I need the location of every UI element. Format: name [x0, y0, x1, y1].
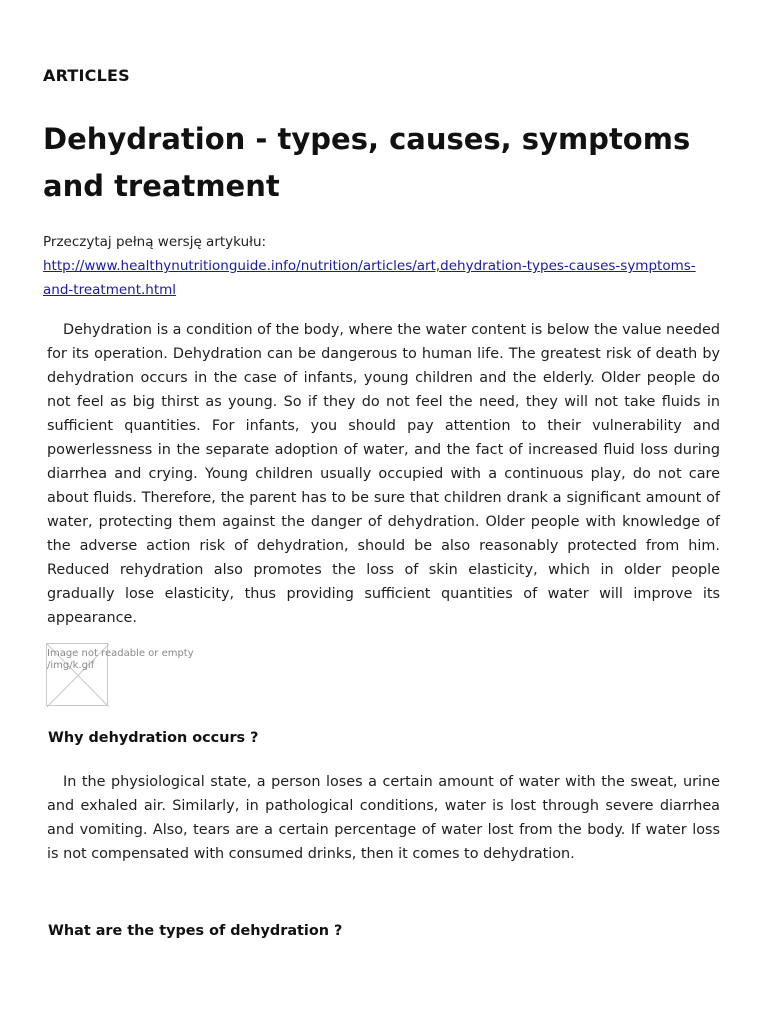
intro-paragraph: Dehydration is a condition of the body, where the water content is below the value needed for its operation. Dehydration can be dangerous to human life. The greatest risk of death by dehydration occurs in the case of infants, young children and the elderly. Older people do not feel as big thirst as young. So if they do not feel the need, they will not take fluids in sufficient quantities. For infants, you should pay attention to their vulnerability and powerlessness in the separate adoption of water, and the fact of increased fluid loss during diarrhea and crying. Young children usually occupied with a continuous play, do not care about fluids. Therefore, the parent has to be sure that children drank a significant amount of water, protecting them against the danger of dehydration. Older people with knowledge of the adverse action risk of dehydration, should be also reasonably protected from him. Reduced rehydration also promotes the loss of skin elasticity, which in older people gradually lose elasticity, thus providing sufficient quantities of water will improve its appearance. — [47, 322, 720, 626]
heading-why-dehydration: Why dehydration occurs ? — [48, 730, 259, 746]
image-error-path: /img/k.gif — [47, 660, 95, 671]
broken-image-placeholder — [46, 643, 194, 706]
heading-types-of-dehydration: What are the types of dehydration ? — [48, 923, 343, 939]
image-error-text — [47, 648, 194, 672]
page-title: Dehydration - types, causes, symptoms and treatment — [43, 122, 691, 203]
source-link[interactable]: http://www.healthynutritionguide.info/nutrition/articles/art,dehydration-types-causes-symptoms-and-treatment.html — [43, 258, 696, 298]
causes-paragraph: In the physiological state, a person loses a certain amount of water with the sweat, urine and exhaled air. Similarly, in pathological conditions, water is lost through severe diarrhea and vomiting. Also, tears are a certain percentage of water lost from the body. If water loss is not compensated with consumed drinks, then it comes to dehydration. — [47, 774, 720, 862]
source-prefix: Przeczytaj pełną wersję artykułu: — [43, 234, 267, 250]
section-label: ARTICLES — [43, 66, 130, 85]
source-note — [43, 230, 723, 302]
image-error-message: Image not readable or empty — [47, 648, 194, 659]
